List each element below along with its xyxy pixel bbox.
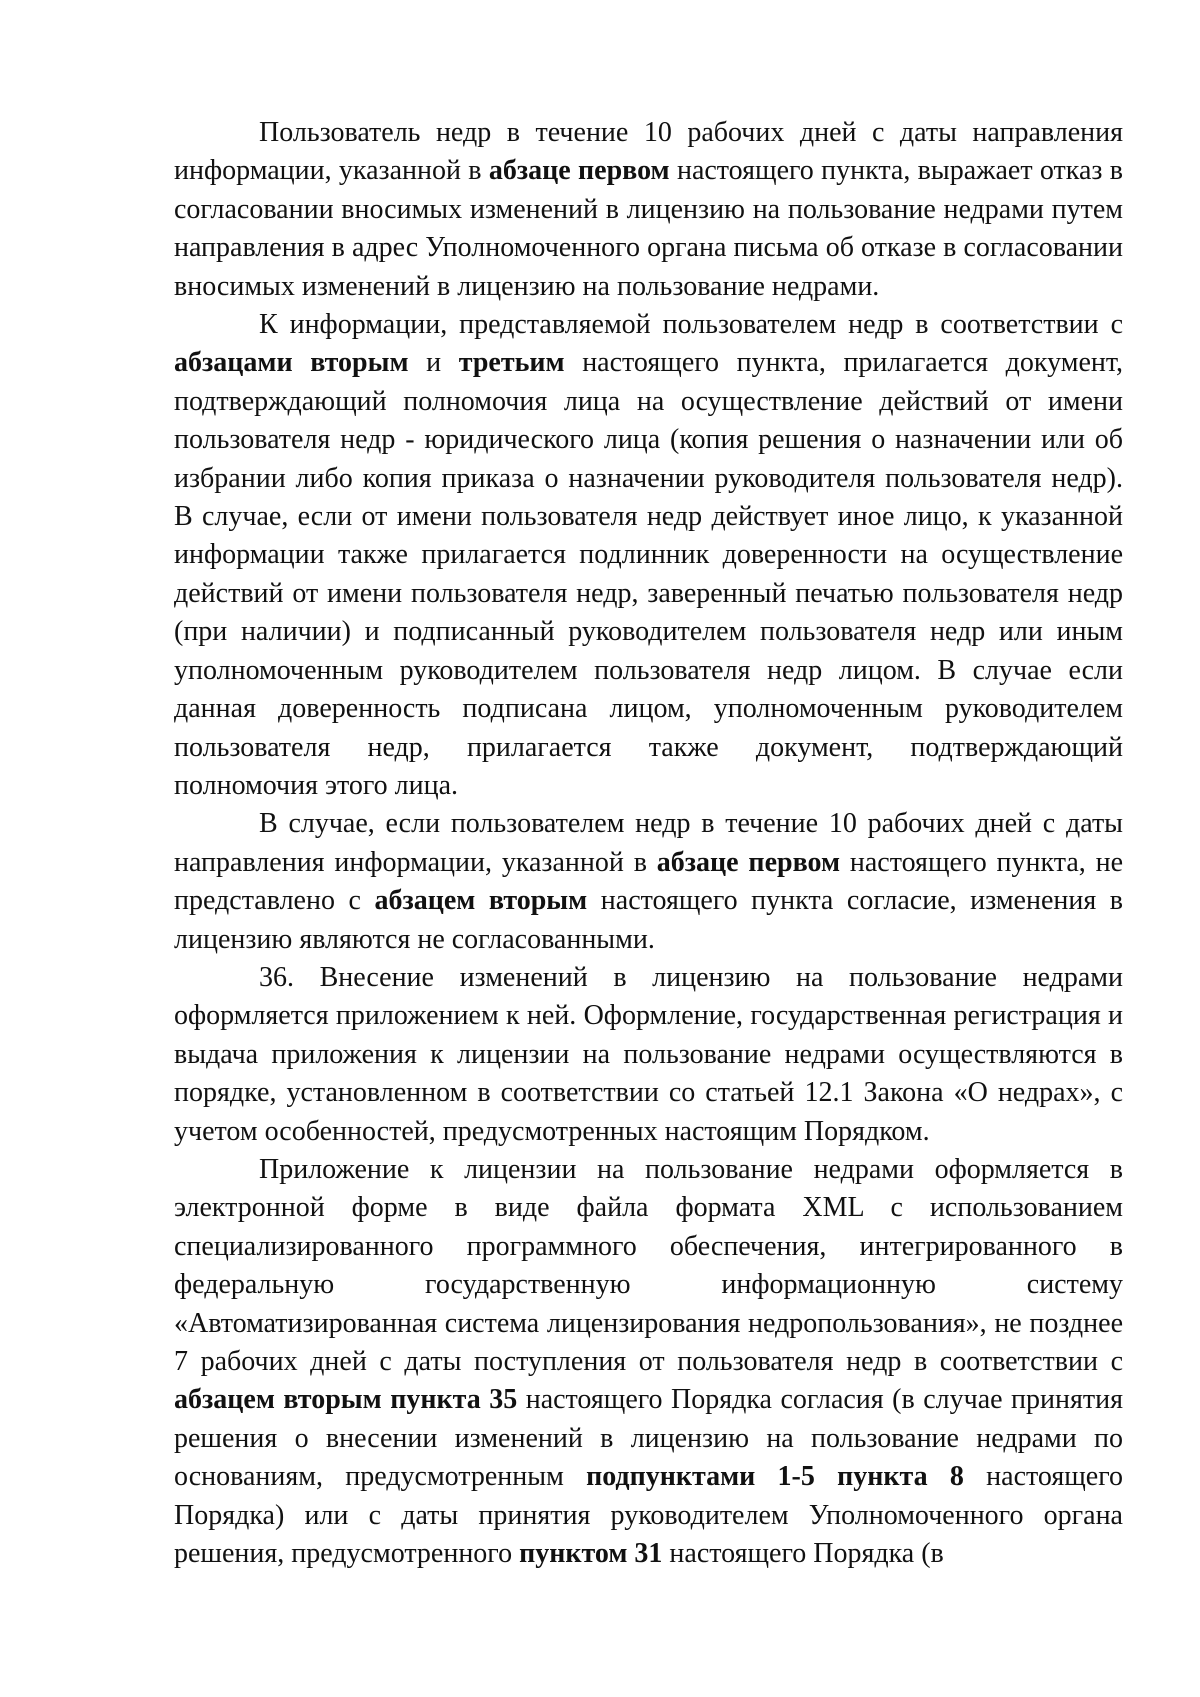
text-segment: настоящего пункта, не представлено с	[174, 846, 1124, 917]
bold-reference: абзаце первом	[488, 155, 670, 187]
text-segment: настоящего пункта, прилагается документ, подтверждающий полномочия лица на осуществление действий от имени пользователя недр - юридического лица (копия решения о назначении или об избрании либо копия приказа о назначении руководителя пользователя недр). В случае, если от имени пользователя недр действует иное лицо, к указанной информации также прилагается подлинник доверенности на осуществление действий от имени пользователя недр, заверенный печатью пользователя недр (при наличии) и подписанный руководителем пользователя недр или иным уполномоченным руководителем пользователя недр лицом. В случае если данная доверенность подписана лицом, уполномоченным руководителем пользователя недр, прилагается также документ, подтверждающий полномочия этого лица.	[174, 347, 1123, 801]
paragraph-not-agreed	[174, 805, 1123, 959]
text-segment: Приложение к лицензии на пользование недрами оформляется в электронной форме в виде файла формата XML с использованием специализированного программного обеспечения, интегрированного в федеральную государственную информационную систему «Автоматизированная система лицензирования недропользования», не позднее 7 рабочих дней с даты поступления от пользователя недр в соответствии с	[174, 1153, 1123, 1377]
text-segment: настоящего пункта, выражает отказ в согласовании вносимых изменений в лицензию на пользование недрами путем направления в адрес Уполномоченного органа письма об отказе в согласовании вносимых изменений в лицензию на пользование недрами.	[174, 155, 1123, 302]
document-body	[174, 114, 1123, 1573]
text-segment: 36. Внесение изменений в лицензию на пользование недрами оформляется приложением к ней. Оформление, государственная регистрация и выдача приложения к лицензии на пользование недрами осуществляются в порядке, установленном в соответствии со статьей 12.1 Закона «О недрах», с учетом особенностей, предусмотренных настоящим Порядком.	[174, 961, 1123, 1147]
bold-reference: пунктом 31	[519, 1538, 663, 1570]
text-segment: В случае, если пользователем недр в течение 10 рабочих дней с даты направления информации, указанной в	[174, 808, 1123, 878]
bold-reference: абзацем вторым пункта 35	[174, 1384, 518, 1416]
paragraph-item-36	[174, 959, 1123, 1151]
text-segment: Пользователь недр в течение 10 рабочих дней с даты направления информации, указанной в	[174, 117, 1123, 187]
bold-reference: абзацем вторым	[374, 885, 588, 917]
bold-reference: третьим	[458, 347, 565, 379]
text-segment: и	[408, 347, 459, 379]
paragraph-refusal	[174, 114, 1123, 306]
paragraph-attachments	[174, 306, 1123, 805]
text-segment: К информации, представляемой пользователем недр в соответствии с	[259, 309, 1123, 341]
text-segment: настоящего Порядка (в	[662, 1538, 944, 1570]
text-segment: настоящего Порядка) или с даты принятия руководителем Уполномоченного органа решения, предусмотренного	[174, 1461, 1124, 1570]
text-segment: настоящего Порядка согласия (в случае принятия решения о внесении изменений в лицензию на пользование недрами по основаниям, предусмотренным	[174, 1384, 1123, 1493]
bold-reference: подпунктами 1-5 пункта 8	[586, 1461, 964, 1493]
bold-reference: абзацами вторым	[174, 347, 409, 379]
bold-reference: абзаце первом	[656, 846, 841, 878]
paragraph-appendix-form	[174, 1151, 1123, 1573]
text-segment: настоящего пункта согласие, изменения в лицензию являются не согласованными.	[174, 885, 1124, 955]
